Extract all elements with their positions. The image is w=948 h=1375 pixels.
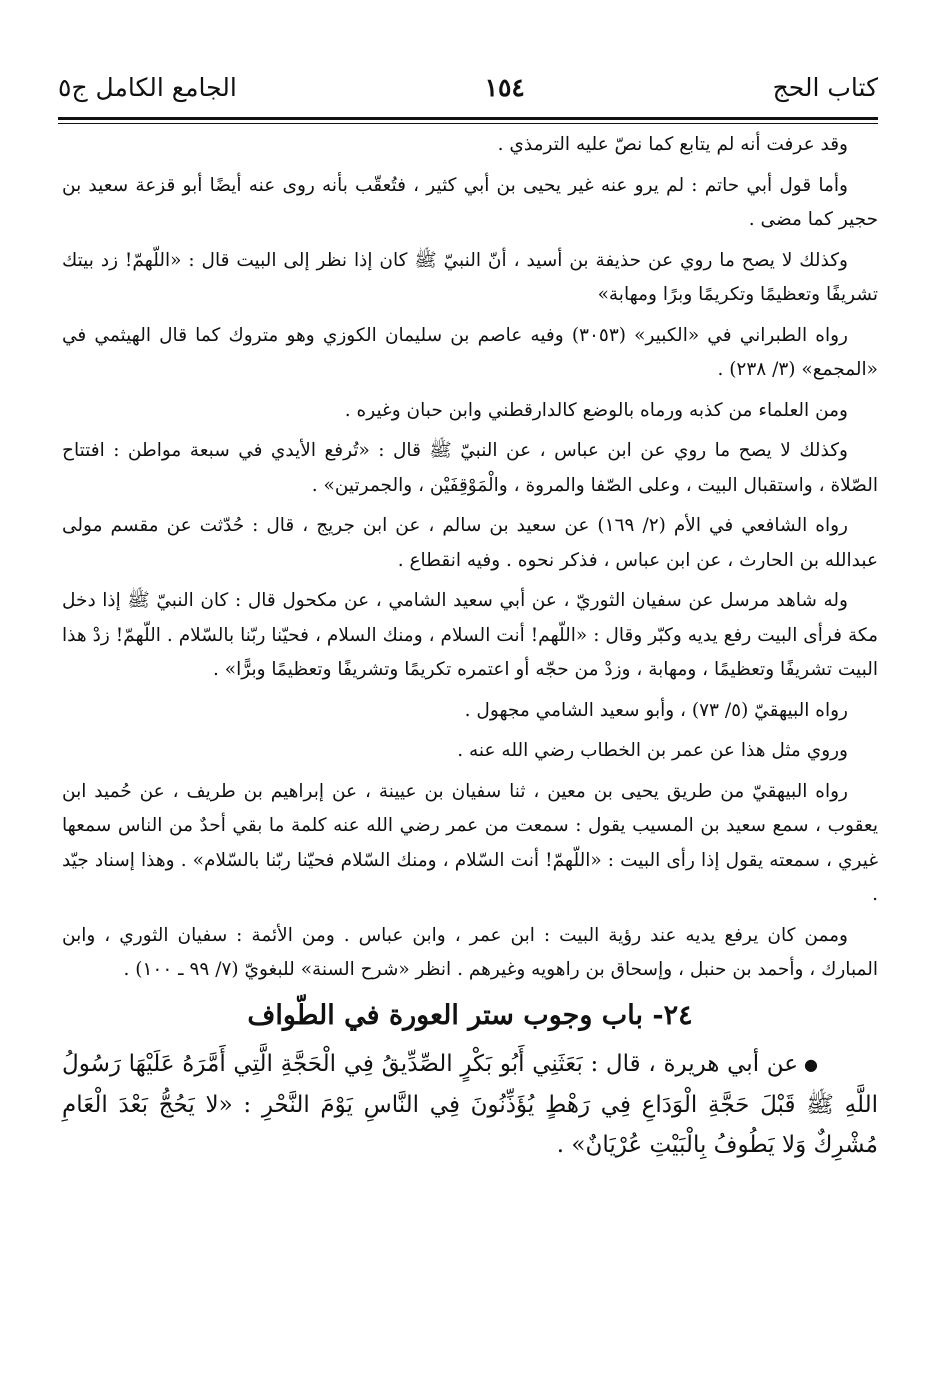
bullet-icon: ● <box>804 1054 818 1074</box>
paragraph: وقد عرفت أنه لم يتابع كما نصّ عليه الترمذي . <box>497 134 848 155</box>
hadith-text <box>62 1044 878 1165</box>
running-header <box>58 62 878 112</box>
header-collection-title: الجامع الكامل ج٥ <box>58 72 237 102</box>
paragraph: وكذلك لا يصح ما روي عن حذيفة بن أسيد ، أنّ النبيّ ﷺ كان إذا نظر إلى البيت قال : «اللّهمّ! زد بيتك تشريفًا وتعظيمًا وتكريمًا وبرًا ومهابة» <box>62 249 878 305</box>
chapter-title: ٢٤- باب وجوب ستر العورة في الطّواف <box>247 999 693 1031</box>
page-number: ١٥٤ <box>484 72 525 102</box>
main-text <box>62 128 878 1165</box>
paragraph: ومن العلماء من كذبه ورماه بالوضع كالدارقطني وابن حبان وغيره . <box>344 399 848 421</box>
paragraph: رواه الشافعي في الأم (٢/ ١٦٩) عن سعيد بن سالم ، عن ابن جريج ، قال : حُدّثت عن مقسم مولى عبدالله بن الحارث ، عن ابن عباس ، فذكر نحوه . وفيه انقطاع . <box>62 515 878 571</box>
header-rule-thin <box>58 123 878 124</box>
paragraph: وروي مثل هذا عن عمر بن الخطاب رضي الله عنه . <box>457 740 848 761</box>
paragraph: وممن كان يرفع يديه عند رؤية البيت : ابن عمر ، وابن عباس . ومن الأئمة : سفيان الثوري ، وابن المبارك ، وأحمد بن حنبل ، وإسحاق بن راهويه وغيرهم . انظر «شرح السنة» للبغويّ (٧/ ٩٩ ـ ١٠٠) . <box>62 924 878 980</box>
paragraph: وكذلك لا يصح ما روي عن ابن عباس ، عن النبيّ ﷺ قال : «تُرفع الأيدي في سبعة مواطن : افتتاح الصّلاة ، واستقبال البيت ، وعلى الصّفا والمروة ، والْمَوْقِفَيْن ، والجمرتين» . <box>62 440 878 496</box>
header-book-title: كتاب الحج <box>772 72 878 102</box>
paragraph: رواه البيهقيّ من طريق يحيى بن معين ، ثنا سفيان بن عيينة ، عن إبراهيم بن طريف ، عن حُميد ابن يعقوب ، سمع سعيد بن المسيب يقول : سمعت من عمر رضي الله عنه كلمة ما بقي أحدٌ من الناس سمعها غيري ، سمعته يقول إذا رأى البيت : «اللّهمّ! أنت السّلام ، ومنك السّلام فحيّنا ربّنا بالسّلام» . وهذا إسناد جيّد . <box>62 780 878 905</box>
paragraph: رواه البيهقيّ (٥/ ٧٣) ، وأبو سعيد الشامي مجهول . <box>464 699 848 721</box>
header-rule-thick <box>58 117 878 120</box>
paragraph: وأما قول أبي حاتم : لم يرو عنه غير يحيى بن أبي كثير ، فتُعقّب بأنه روى عنه أيضًا أبو قزعة سعيد بن حجير كما مضى . <box>62 174 878 230</box>
paragraph: رواه الطبراني في «الكبير» (٣٠٥٣) وفيه عاصم بن سليمان الكوزي وهو متروك كما قال الهيثمي في «المجمع» (٣/ ٢٣٨) . <box>62 324 878 380</box>
paragraph: وله شاهد مرسل عن سفيان الثوريّ ، عن أبي سعيد الشامي ، عن مكحول قال : كان النبيّ ﷺ إذا دخل مكة فرأى البيت رفع يديه وكبّر وقال : «اللّهم! أنت السلام ، ومنك السلام ، فحيّنا ربّنا بالسّلام . اللّهمّ! زدْ هذا البيت تشريفًا وتعظيمًا ، ومهابة ، وزدْ من حجّه أو اعتمره تكريمًا وتشريفًا وتعظيمًا وبرًّا» . <box>62 590 878 680</box>
hadith-body: عن أبي هريرة ، قال : بَعَثَنِي أَبُو بَكْرٍ الصِّدِّيقُ فِي الْحَجَّةِ الَّتِي أَمَّرَهُ عَلَيْهَا رَسُولُ اللَّهِ ﷺ قَبْلَ حَجَّةِ الْوَدَاعِ فِي رَهْطٍ يُؤَذِّنُونَ فِي النَّاسِ يَوْمَ النَّحْرِ : «لا يَحُجُّ بَعْدَ الْعَامِ مُشْرِكٌ وَلا يَطُوفُ بِالْبَيْتِ عُرْيَانٌ» . <box>62 1050 878 1158</box>
